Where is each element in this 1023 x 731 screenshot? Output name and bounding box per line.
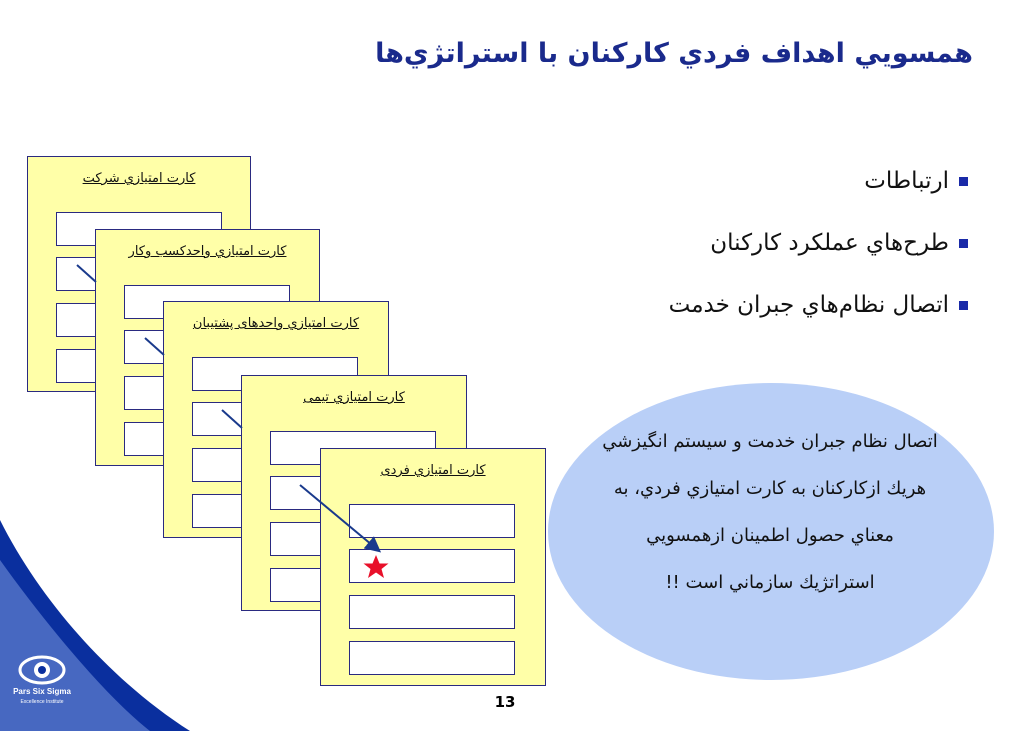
bullet-square-icon — [959, 177, 968, 186]
scorecard-title: كارت امتيازي شركت — [82, 171, 196, 186]
slide-title: همسويي اهداف فردي كاركنان با استراتژي‌ها — [375, 38, 973, 69]
bullet-square-icon — [959, 301, 968, 310]
scorecard-title: كارت امتيازي تيمی — [303, 390, 405, 405]
bullet-list — [548, 150, 968, 336]
bullet-text: طرح‌هاي عملكرد كاركنان — [710, 230, 949, 256]
scorecard-title: كارت امتيازي فردی — [380, 463, 486, 478]
logo-subtext: Excellence Institute — [20, 699, 64, 705]
bullet-text: ارتباطات — [864, 168, 949, 194]
callout-line: هريك ازكاركنان به كارت امتيازي فردي، به — [613, 478, 927, 499]
scorecard-field — [349, 641, 515, 675]
bullet-item — [548, 150, 968, 212]
scorecard-field — [349, 595, 515, 629]
bullet-square-icon — [959, 239, 968, 248]
callout-line: معناي حصول اطمينان ازهمسويي — [646, 525, 894, 546]
scorecard-title: كارت امتيازي واحدهای پشتيبان — [192, 316, 360, 331]
bullet-item — [548, 274, 968, 336]
page-number: 13 — [494, 693, 516, 711]
logo-text: Pars Six Sigma — [13, 687, 71, 696]
scorecard-field — [349, 504, 515, 538]
callout-text — [570, 418, 970, 606]
scorecard-title: كارت امتيازي واحدكسب وكار — [128, 244, 287, 259]
pars-six-sigma-logo — [2, 648, 82, 706]
callout-line: اتصال نظام جبران خدمت و سيستم انگيزشي — [602, 431, 938, 452]
callout-line: استراتژيك سازماني است !! — [665, 572, 875, 593]
scorecard-field — [349, 549, 515, 583]
bullet-item — [548, 212, 968, 274]
bullet-text: اتصال نظام‌هاي جبران خدمت — [668, 292, 949, 318]
scorecard-individual — [320, 448, 546, 686]
